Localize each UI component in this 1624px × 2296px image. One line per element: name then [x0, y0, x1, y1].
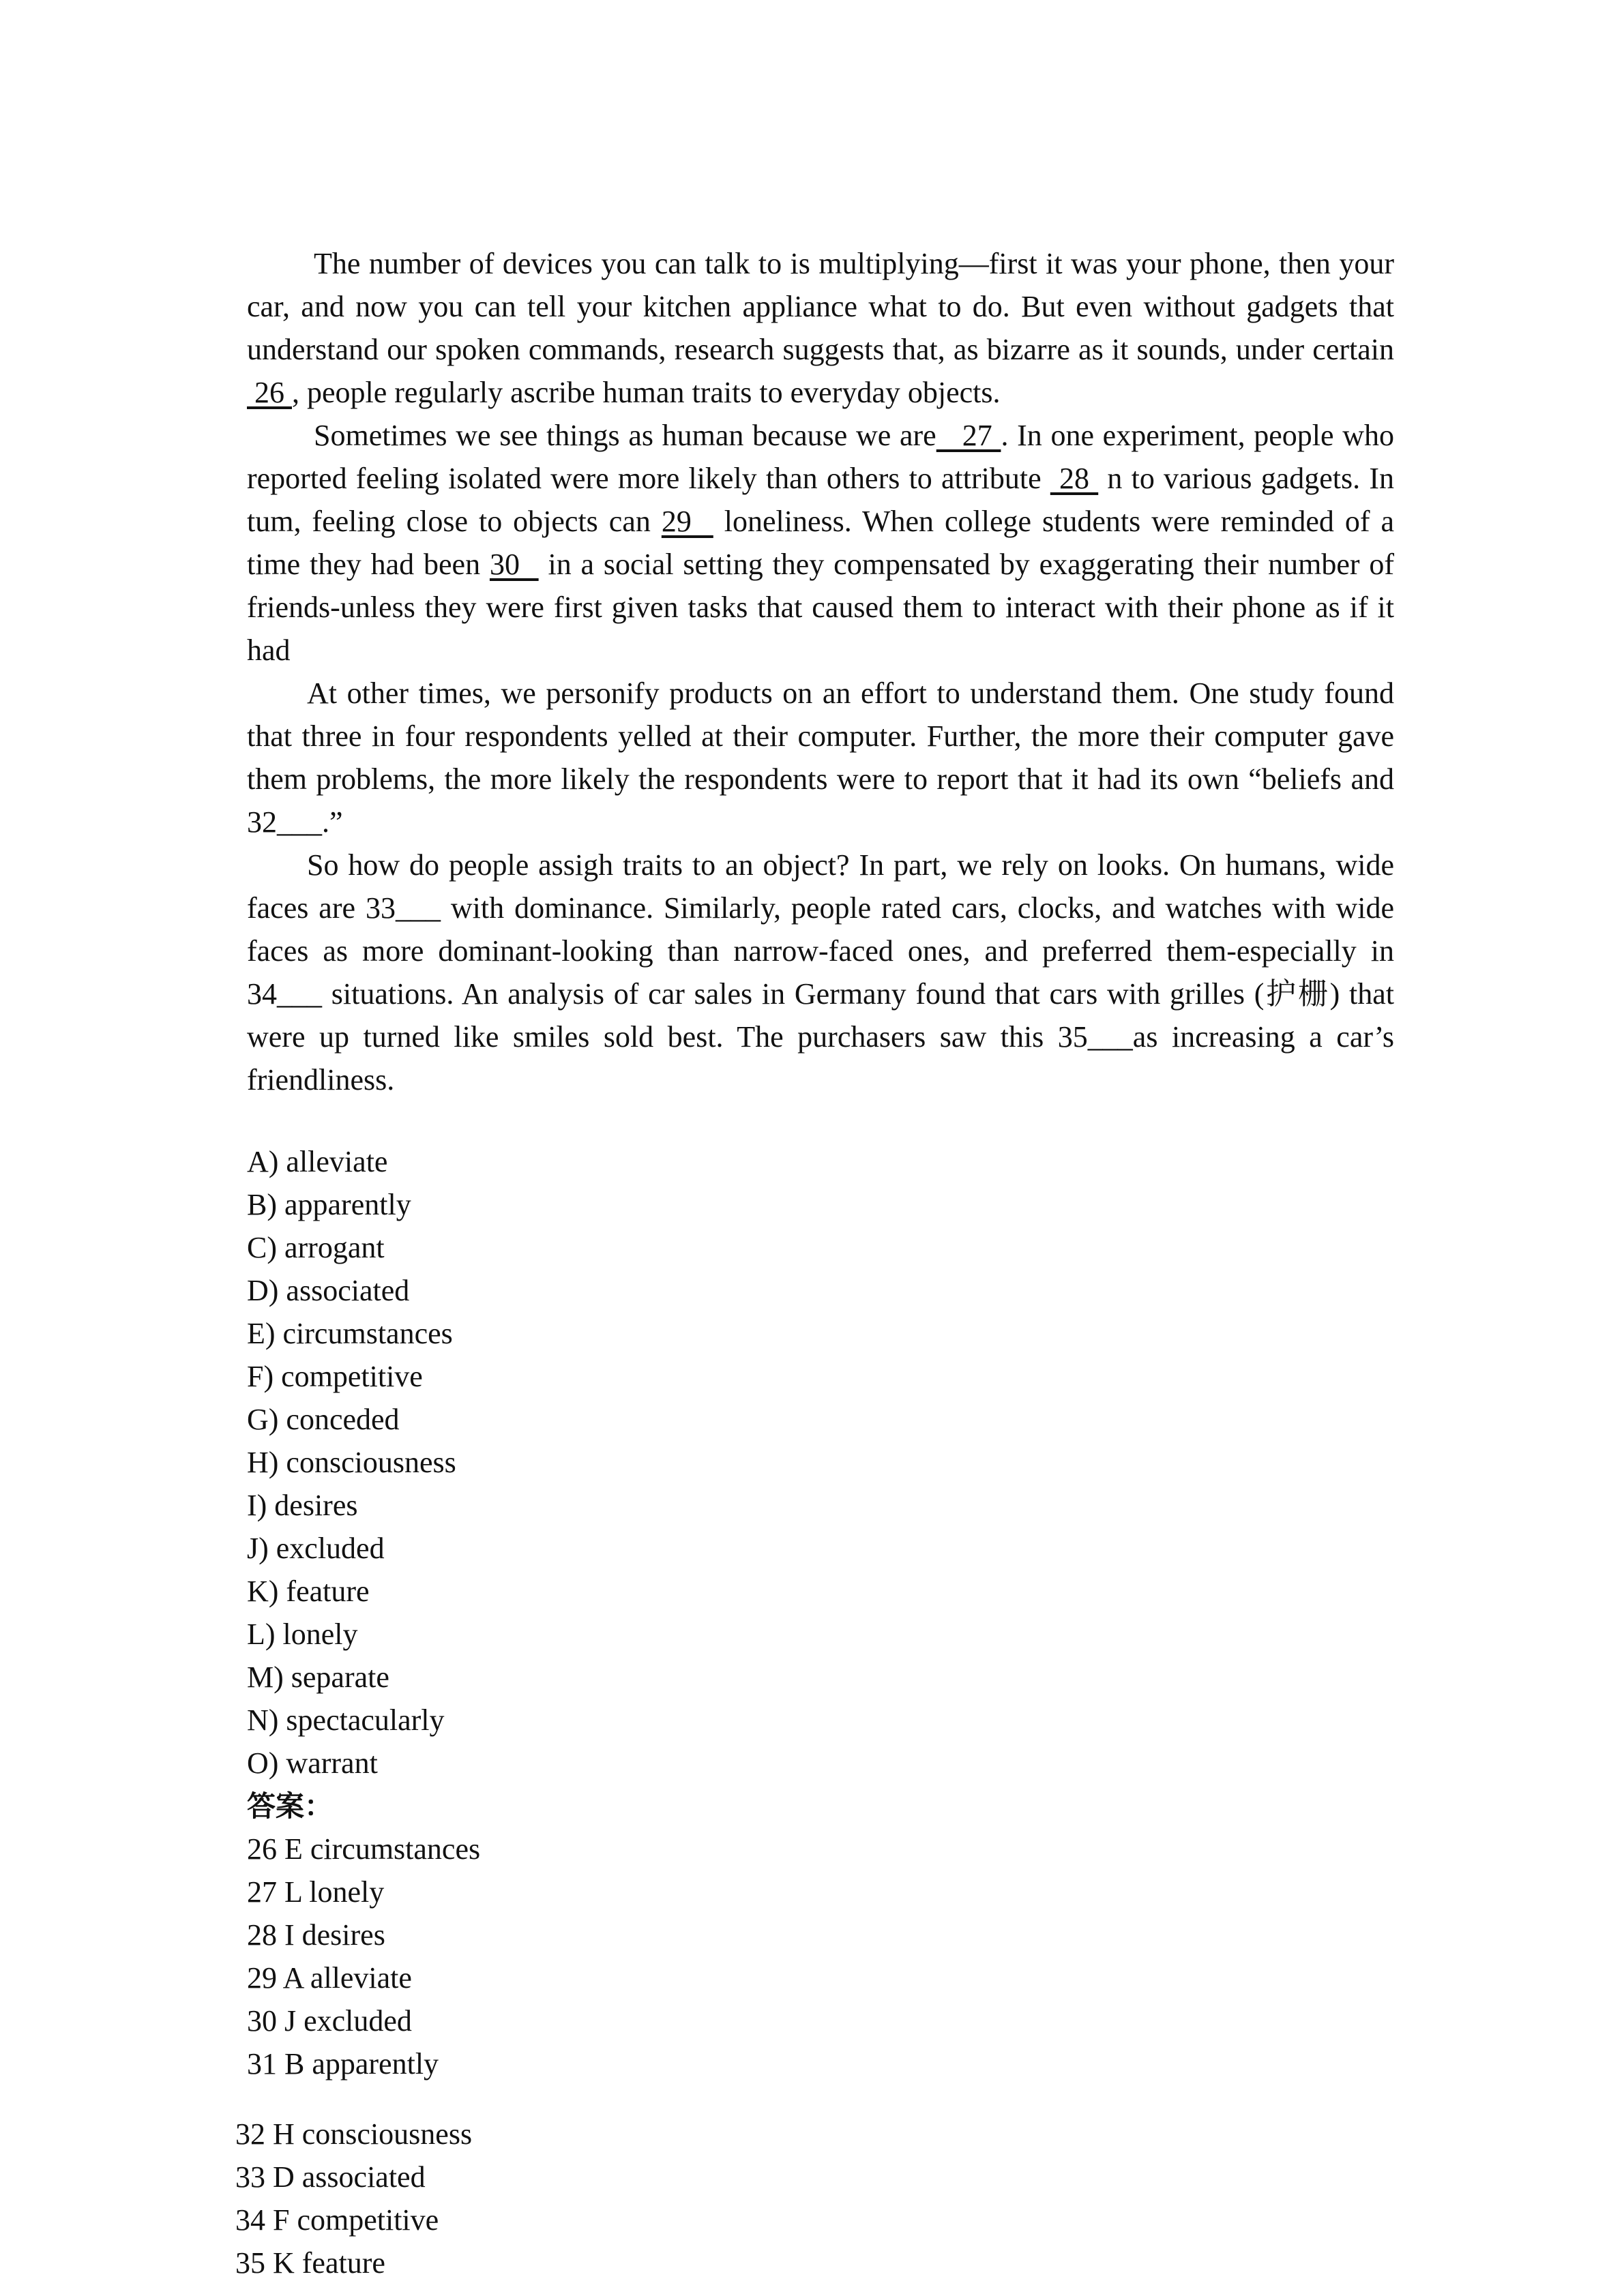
- answer-item: 26 E circumstances: [247, 1832, 481, 1866]
- option-item: J) excluded: [247, 1532, 385, 1565]
- paragraph-1-text-b: , people regularly ascribe human traits to everyday objects.: [292, 376, 1001, 409]
- blank-28: 28: [1050, 462, 1099, 495]
- paragraph-2-text-c: n to various gadgets. In tum, feeling close to objects can: [247, 462, 1395, 538]
- answer-item: 31 B apparently: [247, 2047, 439, 2081]
- option-item: K) feature: [247, 1575, 370, 1608]
- answer-item: 29 A alleviate: [247, 1961, 412, 1995]
- option-item: L) lonely: [247, 1617, 358, 1651]
- paragraph-1-text-a: The number of devices you can talk to is multiplying—first it was your phone, then your car, and now you can tell your kitchen appliance what to do. But even without gadgets that understand our spoken commands, research suggests that, as bizarre as it sounds, under certain: [247, 247, 1394, 366]
- answers-continued: [235, 2113, 472, 2284]
- paragraph-2-text-b: . In one experiment, people who reported feeling isolated were more likely than others to attribute: [247, 419, 1395, 495]
- answer-item: 35 K feature: [235, 2246, 385, 2280]
- blank-26: 26: [247, 376, 292, 409]
- answer-item: 34 F competitive: [235, 2203, 439, 2237]
- answer-item: 30 J excluded: [247, 2004, 412, 2038]
- paragraph-4: So how do people assigh traits to an object? In part, we rely on looks. On humans, wide faces are 33___ with dominance. Similarly, people rated cars, clocks, and watches with wide faces as more dominant-looking than narrow-faced ones, and preferred them-especially in 34___ situations. An analysis of car sales in Germany found that cars with grilles (护栅) that were up turned like smiles sold best. The purchasers saw this 35___as increasing a car’s friendliness.: [247, 848, 1394, 1097]
- option-item: O) warrant: [247, 1746, 378, 1780]
- blank-29: 29: [661, 505, 713, 538]
- paragraph-1: [247, 242, 1394, 414]
- option-item: G) conceded: [247, 1403, 400, 1436]
- paragraph-2-text-e: in a social setting they compensated by exaggerating their number of friends-unless they were first given tasks that caused them to interact with their phone as if it had: [247, 548, 1395, 667]
- paragraph-2-text-a: Sometimes we see things as human because we are: [314, 419, 936, 452]
- option-item: E) circumstances: [247, 1317, 453, 1350]
- option-item: C) arrogant: [247, 1231, 385, 1264]
- paragraph-2: [247, 414, 1394, 672]
- paragraph-2-text-d: loneliness. When college students were reminded of a time they had been: [247, 505, 1394, 581]
- option-item: A) alleviate: [247, 1145, 388, 1178]
- option-item: H) consciousness: [247, 1446, 456, 1479]
- option-item: D) associated: [247, 1274, 410, 1307]
- answer-item: 28 I desires: [247, 1918, 385, 1952]
- option-item: M) separate: [247, 1660, 389, 1694]
- blank-30: 30: [489, 548, 539, 581]
- option-item: F) competitive: [247, 1360, 423, 1393]
- option-item: B) apparently: [247, 1188, 411, 1221]
- passage: [247, 242, 1394, 1101]
- blank-27: 27: [936, 419, 1001, 452]
- answer-item: 32 H consciousness: [235, 2117, 473, 2151]
- options-and-answers: [247, 1140, 480, 2085]
- option-item: I) desires: [247, 1489, 358, 1522]
- option-item: N) spectacularly: [247, 1703, 445, 1737]
- answers-heading: 答案：: [247, 1789, 334, 1823]
- answer-item: 27 L lonely: [247, 1875, 385, 1909]
- paragraph-3: At other times, we personify products on an effort to understand them. One study found that three in four respondents yelled at their computer. Further, the more their computer gave them problems, the more likely the respondents were to report that it had its own “beliefs and 32___.”: [247, 676, 1394, 839]
- answer-item: 33 D associated: [235, 2160, 426, 2194]
